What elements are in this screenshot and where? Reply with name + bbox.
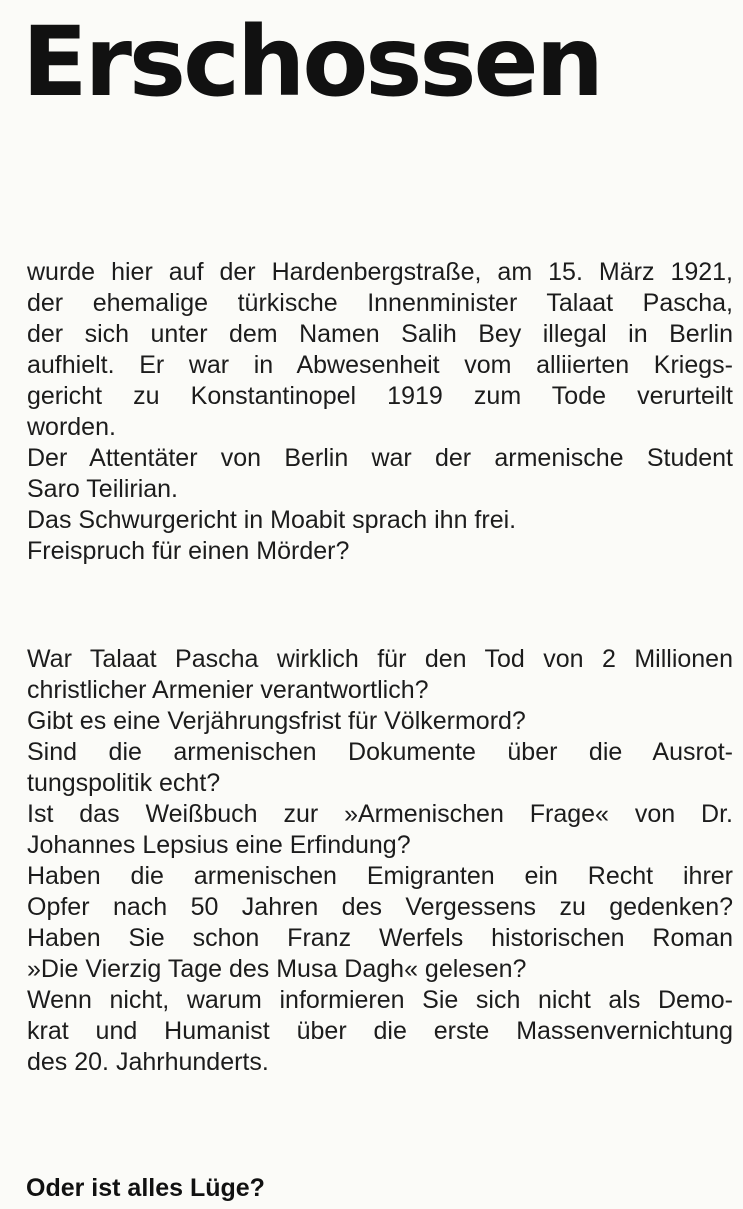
- text-line: Haben die armenischen Emigranten ein Recht ihrer: [27, 862, 733, 890]
- text-line: tungspolitik echt?: [27, 769, 221, 797]
- text-line: Haben Sie schon Franz Werfels historischen Roman: [27, 924, 733, 952]
- text-line: Wenn nicht, warum informieren Sie sich nicht als Demo-: [27, 986, 733, 1014]
- text-line: Gibt es eine Verjährungsfrist für Völkermord?: [27, 707, 526, 735]
- text-line: »Die Vierzig Tage des Musa Dagh« gelesen?: [27, 955, 527, 983]
- text-line: Sind die armenischen Dokumente über die Ausrot-: [27, 738, 733, 766]
- text-line: Das Schwurgericht in Moabit sprach ihn frei.: [27, 506, 517, 534]
- text-line: christlicher Armenier verantwortlich?: [27, 676, 429, 704]
- text-line: Ist das Weißbuch zur »Armenischen Frage« von Dr.: [27, 800, 733, 828]
- paragraph-1: [27, 257, 733, 567]
- text-line: aufhielt. Er war in Abwesenheit vom alliierten Kriegs-: [27, 351, 733, 379]
- text-line: Freispruch für einen Mörder?: [27, 537, 350, 565]
- text-line: der sich unter dem Namen Salih Bey illegal in Berlin: [27, 320, 733, 348]
- text-line: Opfer nach 50 Jahren des Vergessens zu gedenken?: [27, 893, 733, 921]
- text-line: der ehemalige türkische Innenminister Talaat Pascha,: [27, 289, 733, 317]
- page-title: Erschossen: [22, 6, 601, 118]
- text-line: Der Attentäter von Berlin war der armenische Student: [27, 444, 733, 472]
- text-line: Saro Teilirian.: [27, 475, 179, 503]
- text-line: War Talaat Pascha wirklich für den Tod von 2 Millionen: [27, 645, 733, 673]
- closing-question: Oder ist alles Lüge?: [26, 1174, 265, 1202]
- paragraph-2: [27, 644, 733, 1078]
- text-line: wurde hier auf der Hardenbergstraße, am 15. März 1921,: [27, 258, 733, 286]
- text-line: krat und Humanist über die erste Massenvernichtung: [27, 1017, 733, 1045]
- text-line: gericht zu Konstantinopel 1919 zum Tode verurteilt: [27, 382, 733, 410]
- text-line: des 20. Jahrhunderts.: [27, 1048, 269, 1076]
- text-line: Johannes Lepsius eine Erfindung?: [27, 831, 411, 859]
- text-line: worden.: [27, 413, 116, 441]
